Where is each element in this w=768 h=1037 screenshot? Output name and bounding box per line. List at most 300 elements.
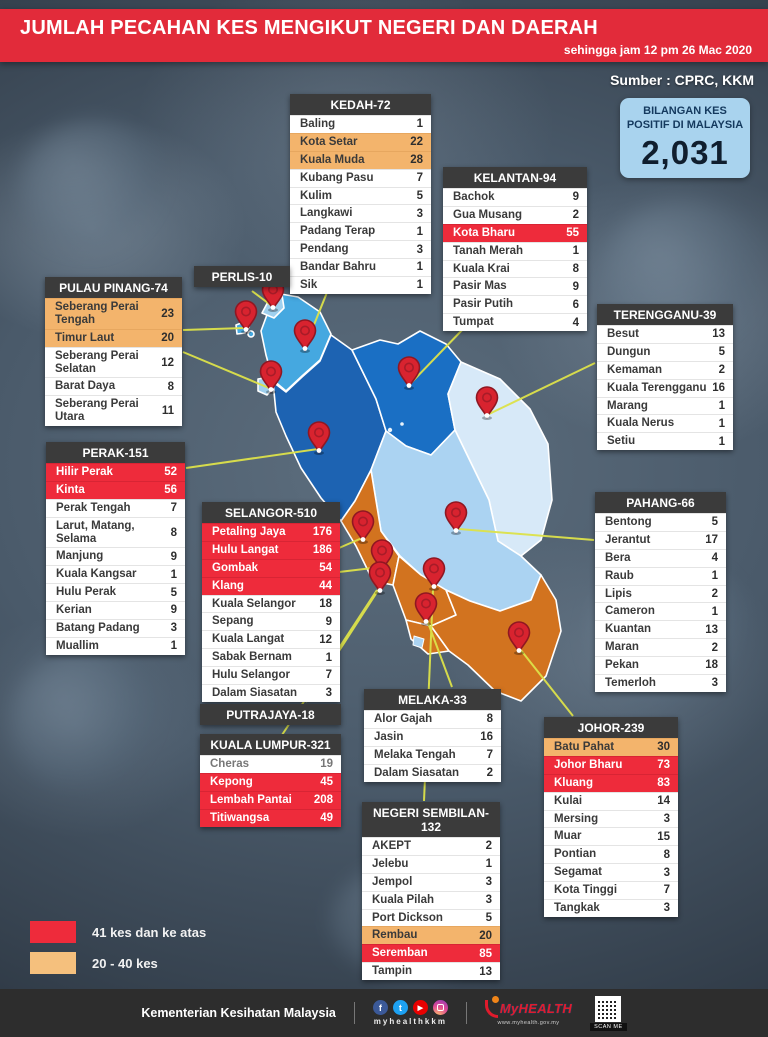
table-row bbox=[202, 666, 340, 684]
map-island bbox=[400, 422, 404, 426]
district-name: Pendang bbox=[300, 243, 349, 256]
table-row bbox=[290, 169, 431, 187]
district-name: Seremban bbox=[372, 947, 428, 960]
table-row bbox=[202, 541, 340, 559]
legend-item-orange bbox=[30, 952, 206, 974]
state-table-pahang bbox=[595, 492, 726, 692]
district-name: Kuantan bbox=[605, 623, 651, 636]
legend-red-label: 41 kes dan ke atas bbox=[92, 924, 207, 940]
facebook-icon[interactable]: f bbox=[373, 1000, 388, 1015]
district-case-count: 23 bbox=[161, 307, 174, 320]
district-name: Bera bbox=[605, 551, 631, 564]
table-row bbox=[290, 133, 431, 151]
district-name: Kepong bbox=[210, 775, 253, 788]
twitter-icon[interactable]: t bbox=[393, 1000, 408, 1015]
district-name: Muallim bbox=[56, 639, 99, 652]
district-case-count: 5 bbox=[170, 586, 177, 599]
table-row bbox=[544, 810, 678, 828]
district-case-count: 2 bbox=[718, 364, 725, 377]
state-table-selangor bbox=[202, 502, 340, 702]
district-case-count: 4 bbox=[572, 316, 579, 329]
district-case-count: 2 bbox=[486, 767, 493, 780]
legend-item-red bbox=[30, 921, 206, 943]
state-table-kuala_lumpur bbox=[200, 734, 341, 827]
district-case-count: 1 bbox=[711, 605, 718, 618]
state-table-negeri_sembilan bbox=[362, 802, 500, 980]
district-case-count: 3 bbox=[485, 894, 492, 907]
district-name: Sabak Bernam bbox=[212, 651, 292, 664]
district-name: Petaling Jaya bbox=[212, 526, 286, 538]
map-island bbox=[388, 428, 392, 432]
table-row bbox=[45, 395, 182, 426]
table-row bbox=[202, 612, 340, 630]
district-case-count: 1 bbox=[416, 261, 423, 274]
district-name: Kuala Kangsar bbox=[56, 568, 137, 581]
footer-bar bbox=[0, 989, 768, 1037]
district-name: Kulai bbox=[554, 794, 583, 807]
legend-orange-label: 20 - 40 kes bbox=[92, 955, 158, 971]
table-row bbox=[46, 565, 185, 583]
district-name: Johor Bharu bbox=[554, 758, 623, 771]
district-case-count: 1 bbox=[485, 858, 492, 871]
district-name: Cameron bbox=[605, 605, 655, 618]
district-case-count: 5 bbox=[711, 516, 718, 529]
district-name: Klang bbox=[212, 579, 244, 592]
district-case-count: 12 bbox=[161, 356, 174, 369]
district-case-count: 73 bbox=[657, 759, 670, 772]
table-row bbox=[544, 881, 678, 899]
table-row bbox=[46, 601, 185, 619]
table-row bbox=[200, 755, 341, 773]
district-name: Baling bbox=[300, 118, 336, 130]
district-case-count: 52 bbox=[164, 466, 177, 479]
district-case-count: 9 bbox=[325, 615, 332, 628]
table-row bbox=[202, 559, 340, 577]
district-name: Manjung bbox=[56, 550, 104, 563]
district-name: Kuala Terengganu bbox=[607, 381, 707, 394]
district-case-count: 7 bbox=[486, 749, 493, 762]
table-row bbox=[544, 845, 678, 863]
table-row bbox=[290, 204, 431, 222]
table-row bbox=[290, 276, 431, 294]
district-case-count: 13 bbox=[712, 328, 725, 341]
district-name: Timur Laut bbox=[55, 331, 115, 344]
district-name: Pekan bbox=[605, 659, 639, 671]
district-name: Jerantut bbox=[605, 533, 651, 546]
district-case-count: 14 bbox=[657, 795, 670, 808]
table-title: PERAK-151 bbox=[46, 442, 185, 463]
table-row bbox=[364, 764, 501, 782]
table-row bbox=[595, 567, 726, 585]
district-name: Bachok bbox=[453, 191, 495, 203]
table-row bbox=[595, 513, 726, 531]
table-row bbox=[290, 151, 431, 169]
district-name: Kota Tinggi bbox=[554, 884, 618, 896]
district-name: Pasir Putih bbox=[453, 298, 514, 311]
table-row bbox=[544, 899, 678, 917]
table-row bbox=[45, 329, 182, 347]
table-row bbox=[597, 325, 733, 343]
table-row bbox=[45, 298, 182, 329]
table-row bbox=[443, 313, 587, 331]
myhealth-figure-icon bbox=[485, 1000, 498, 1018]
table-row bbox=[46, 637, 185, 655]
district-case-count: 8 bbox=[170, 526, 177, 539]
table-row bbox=[443, 295, 587, 313]
district-name: Seberang Perai Selatan bbox=[55, 349, 139, 375]
district-case-count: 186 bbox=[312, 544, 332, 557]
district-name: Pasir Mas bbox=[453, 280, 507, 293]
district-case-count: 3 bbox=[170, 622, 177, 635]
district-case-count: 9 bbox=[572, 280, 579, 293]
district-case-count: 4 bbox=[711, 552, 718, 565]
table-row bbox=[202, 684, 340, 702]
table-row bbox=[46, 499, 185, 517]
district-case-count: 22 bbox=[410, 136, 423, 149]
district-name: Dalam Siasatan bbox=[374, 766, 460, 779]
district-case-count: 1 bbox=[325, 651, 332, 664]
state-table-melaka bbox=[364, 689, 501, 782]
district-name: Rembau bbox=[372, 929, 418, 942]
table-row bbox=[443, 260, 587, 278]
table-title: JOHOR-239 bbox=[544, 717, 678, 738]
district-case-count: 17 bbox=[705, 534, 718, 547]
district-case-count: 3 bbox=[711, 677, 718, 690]
district-case-count: 1 bbox=[416, 225, 423, 238]
table-row bbox=[544, 738, 678, 756]
district-name: Kota Setar bbox=[300, 135, 358, 148]
qr-block[interactable] bbox=[590, 996, 627, 1031]
district-name: Melaka Tengah bbox=[374, 748, 456, 761]
state-table-kedah bbox=[290, 94, 431, 294]
district-name: Besut bbox=[607, 328, 639, 340]
table-row bbox=[544, 827, 678, 845]
table-row bbox=[362, 909, 500, 927]
district-case-count: 3 bbox=[416, 207, 423, 220]
district-name: Kluang bbox=[554, 776, 593, 789]
district-case-count: 13 bbox=[705, 623, 718, 636]
district-name: Tumpat bbox=[453, 316, 494, 329]
table-row bbox=[443, 224, 587, 242]
district-case-count: 1 bbox=[718, 417, 725, 430]
table-row bbox=[200, 773, 341, 791]
table-title: TERENGGANU-39 bbox=[597, 304, 733, 325]
district-case-count: 1 bbox=[718, 435, 725, 448]
district-name: Marang bbox=[607, 399, 648, 412]
table-title: NEGERI SEMBILAN-132 bbox=[362, 802, 500, 837]
district-case-count: 1 bbox=[711, 570, 718, 583]
district-name: Lembah Pantai bbox=[210, 793, 292, 806]
district-name: Kuala Muda bbox=[300, 153, 365, 166]
table-row bbox=[46, 619, 185, 637]
source-label: Sumber : CPRC, KKM bbox=[610, 72, 754, 88]
table-row bbox=[597, 414, 733, 432]
district-name: Bentong bbox=[605, 516, 652, 528]
district-name: Maran bbox=[605, 641, 639, 654]
table-row bbox=[200, 791, 341, 809]
table-row bbox=[290, 187, 431, 205]
district-case-count: 1 bbox=[572, 245, 579, 258]
myhealth-url: www.myhealth.gov.my bbox=[497, 1019, 560, 1026]
district-case-count: 8 bbox=[572, 262, 579, 275]
table-row bbox=[202, 630, 340, 648]
district-case-count: 9 bbox=[170, 604, 177, 617]
table-row bbox=[202, 595, 340, 613]
myhealth-logo-text: MyHEALTH bbox=[499, 1001, 573, 1017]
district-name: Setiu bbox=[607, 435, 636, 448]
district-name: Seberang Perai Utara bbox=[55, 398, 139, 424]
district-case-count: 20 bbox=[479, 929, 492, 942]
table-title: PERLIS-10 bbox=[194, 266, 290, 287]
table-row bbox=[364, 710, 501, 728]
table-title: KEDAH-72 bbox=[290, 94, 431, 115]
social-handle: myhealthkkm bbox=[373, 1017, 447, 1026]
district-name: Kota Bharu bbox=[453, 226, 515, 239]
table-row bbox=[46, 463, 185, 481]
district-case-count: 55 bbox=[566, 227, 579, 240]
table-row bbox=[364, 728, 501, 746]
district-name: Jempol bbox=[372, 875, 413, 888]
district-case-count: 9 bbox=[572, 191, 579, 204]
table-title: PULAU PINANG-74 bbox=[45, 277, 182, 298]
legend-orange-swatch bbox=[30, 952, 76, 974]
footer-divider bbox=[466, 1002, 467, 1024]
district-name: Segamat bbox=[554, 866, 602, 879]
table-row bbox=[45, 377, 182, 395]
district-case-count: 44 bbox=[319, 580, 332, 593]
district-name: Kuala Langat bbox=[212, 633, 285, 646]
table-row bbox=[362, 944, 500, 962]
table-row bbox=[202, 577, 340, 595]
table-row bbox=[443, 242, 587, 260]
district-name: Lipis bbox=[605, 587, 632, 600]
district-name: Sepang bbox=[212, 615, 254, 628]
table-row bbox=[364, 746, 501, 764]
table-row bbox=[362, 926, 500, 944]
ministry-label: Kementerian Kesihatan Malaysia bbox=[141, 1006, 336, 1020]
table-row bbox=[46, 583, 185, 601]
district-name: Tangkak bbox=[554, 901, 600, 914]
district-case-count: 3 bbox=[663, 812, 670, 825]
district-name: Raub bbox=[605, 569, 634, 582]
district-name: Bandar Bahru bbox=[300, 261, 377, 273]
district-case-count: 16 bbox=[712, 382, 725, 395]
table-row bbox=[597, 432, 733, 450]
qr-scan-label: SCAN ME bbox=[590, 1023, 627, 1031]
legend-red-swatch bbox=[30, 921, 76, 943]
youtube-icon[interactable]: ▶ bbox=[413, 1000, 428, 1015]
district-name: Padang Terap bbox=[300, 225, 376, 238]
table-row bbox=[46, 547, 185, 565]
district-case-count: 12 bbox=[319, 633, 332, 646]
social-block bbox=[373, 1000, 448, 1026]
table-row bbox=[362, 873, 500, 891]
district-case-count: 16 bbox=[480, 731, 493, 744]
district-case-count: 1 bbox=[416, 118, 423, 131]
table-row bbox=[362, 855, 500, 873]
table-row bbox=[544, 756, 678, 774]
district-case-count: 3 bbox=[485, 876, 492, 889]
district-case-count: 5 bbox=[416, 189, 423, 202]
district-name: Batu Pahat bbox=[554, 741, 615, 753]
total-cases-box bbox=[620, 98, 750, 178]
myhealth-logo bbox=[485, 1000, 572, 1027]
total-cases-label: BILANGAN KES POSITIF DI MALAYSIA bbox=[626, 105, 744, 131]
district-name: Hulu Langat bbox=[212, 543, 279, 556]
district-case-count: 7 bbox=[325, 669, 332, 682]
district-case-count: 18 bbox=[319, 597, 332, 610]
district-case-count: 9 bbox=[170, 550, 177, 563]
district-case-count: 1 bbox=[170, 640, 177, 653]
district-case-count: 1 bbox=[170, 568, 177, 581]
table-row bbox=[200, 809, 341, 827]
district-name: Tanah Merah bbox=[453, 244, 524, 257]
district-case-count: 7 bbox=[416, 172, 423, 185]
district-name: Batang Padang bbox=[56, 621, 140, 634]
district-name: Perak Tengah bbox=[56, 501, 131, 514]
district-name: Larut, Matang, Selama bbox=[56, 519, 135, 545]
district-case-count: 2 bbox=[485, 840, 492, 853]
district-name: Mersing bbox=[554, 812, 599, 825]
district-name: Jelebu bbox=[372, 857, 409, 870]
district-case-count: 1 bbox=[718, 399, 725, 412]
table-row bbox=[595, 656, 726, 674]
table-row bbox=[595, 674, 726, 692]
district-name: Seberang Perai Tengah bbox=[55, 301, 139, 326]
table-row bbox=[290, 222, 431, 240]
table-title: SELANGOR-510 bbox=[202, 502, 340, 523]
table-row bbox=[597, 361, 733, 379]
district-name: Alor Gajah bbox=[374, 713, 433, 725]
district-name: Kubang Pasu bbox=[300, 171, 374, 184]
table-row bbox=[595, 585, 726, 603]
district-case-count: 20 bbox=[161, 332, 174, 345]
table-row bbox=[362, 891, 500, 909]
district-name: Kinta bbox=[56, 483, 85, 496]
district-case-count: 28 bbox=[410, 154, 423, 167]
total-cases-value: 2,031 bbox=[641, 133, 729, 171]
state-table-johor bbox=[544, 717, 678, 917]
district-name: Muar bbox=[554, 830, 582, 843]
table-row bbox=[443, 206, 587, 224]
district-name: Hulu Selangor bbox=[212, 669, 290, 681]
district-case-count: 7 bbox=[663, 884, 670, 897]
district-name: Kulim bbox=[300, 189, 332, 202]
date-note: sehingga jam 12 pm 26 Mac 2020 bbox=[563, 43, 752, 57]
district-name: Barat Daya bbox=[55, 380, 116, 393]
district-case-count: 85 bbox=[479, 947, 492, 960]
table-title: PUTRAJAYA-18 bbox=[200, 704, 341, 725]
district-case-count: 6 bbox=[572, 298, 579, 311]
state-table-perlis bbox=[194, 266, 290, 287]
state-table-terengganu bbox=[597, 304, 733, 450]
district-case-count: 3 bbox=[416, 243, 423, 256]
table-row bbox=[290, 240, 431, 258]
district-case-count: 2 bbox=[711, 587, 718, 600]
table-row bbox=[202, 648, 340, 666]
page-title: JUMLAH PECAHAN KES MENGIKUT NEGERI DAN DAERAH bbox=[20, 17, 598, 39]
table-row bbox=[544, 792, 678, 810]
table-row bbox=[597, 397, 733, 415]
table-row bbox=[544, 774, 678, 792]
table-row bbox=[595, 549, 726, 567]
table-row bbox=[595, 531, 726, 549]
district-case-count: 45 bbox=[320, 776, 333, 789]
map-pin-icon bbox=[370, 562, 391, 595]
district-name: Pontian bbox=[554, 848, 597, 861]
table-row bbox=[45, 347, 182, 378]
district-case-count: 7 bbox=[170, 502, 177, 515]
qr-code-icon bbox=[595, 996, 621, 1022]
table-row bbox=[290, 115, 431, 133]
district-name: Kuala Krai bbox=[453, 262, 510, 275]
district-name: Titiwangsa bbox=[210, 811, 270, 824]
district-case-count: 3 bbox=[663, 866, 670, 879]
footer-divider bbox=[354, 1002, 355, 1024]
table-row bbox=[46, 517, 185, 548]
table-row bbox=[544, 863, 678, 881]
table-row bbox=[597, 379, 733, 397]
table-row bbox=[46, 481, 185, 499]
state-table-pulau_pinang bbox=[45, 277, 182, 426]
connector-line bbox=[183, 328, 245, 330]
district-name: Tampin bbox=[372, 965, 413, 978]
table-title: MELAKA-33 bbox=[364, 689, 501, 710]
district-name: Temerloh bbox=[605, 676, 656, 689]
district-name: Kemaman bbox=[607, 363, 662, 376]
district-case-count: 8 bbox=[663, 848, 670, 861]
district-name: Cheras bbox=[210, 758, 249, 770]
district-case-count: 8 bbox=[167, 380, 174, 393]
district-case-count: 15 bbox=[657, 830, 670, 843]
state-table-putrajaya bbox=[200, 704, 341, 725]
district-name: Kuala Nerus bbox=[607, 417, 675, 430]
district-case-count: 56 bbox=[164, 484, 177, 497]
district-case-count: 49 bbox=[320, 812, 333, 825]
table-row bbox=[443, 188, 587, 206]
district-name: Dungun bbox=[607, 345, 651, 358]
district-case-count: 1 bbox=[416, 279, 423, 292]
instagram-icon[interactable] bbox=[433, 1000, 448, 1015]
district-name: Hulu Perak bbox=[56, 586, 117, 599]
district-case-count: 83 bbox=[657, 777, 670, 790]
district-name: AKEPT bbox=[372, 840, 411, 852]
connector-line bbox=[183, 352, 269, 388]
state-table-kelantan bbox=[443, 167, 587, 331]
legend bbox=[30, 921, 206, 983]
district-case-count: 19 bbox=[320, 758, 333, 771]
district-case-count: 11 bbox=[161, 405, 174, 418]
district-name: Kuala Pilah bbox=[372, 893, 434, 906]
district-name: Hilir Perak bbox=[56, 466, 113, 478]
district-name: Kuala Selangor bbox=[212, 597, 296, 610]
table-row bbox=[597, 343, 733, 361]
district-name: Port Dickson bbox=[372, 911, 443, 924]
district-name: Sik bbox=[300, 278, 318, 291]
table-row bbox=[595, 638, 726, 656]
table-row bbox=[362, 962, 500, 980]
table-row bbox=[595, 602, 726, 620]
table-title: KELANTAN-94 bbox=[443, 167, 587, 188]
table-row bbox=[362, 837, 500, 855]
district-case-count: 30 bbox=[657, 741, 670, 754]
district-name: Jasin bbox=[374, 730, 404, 743]
table-row bbox=[202, 523, 340, 541]
district-name: Gombak bbox=[212, 561, 259, 574]
state-table-perak bbox=[46, 442, 185, 655]
table-row bbox=[443, 277, 587, 295]
district-case-count: 3 bbox=[663, 902, 670, 915]
